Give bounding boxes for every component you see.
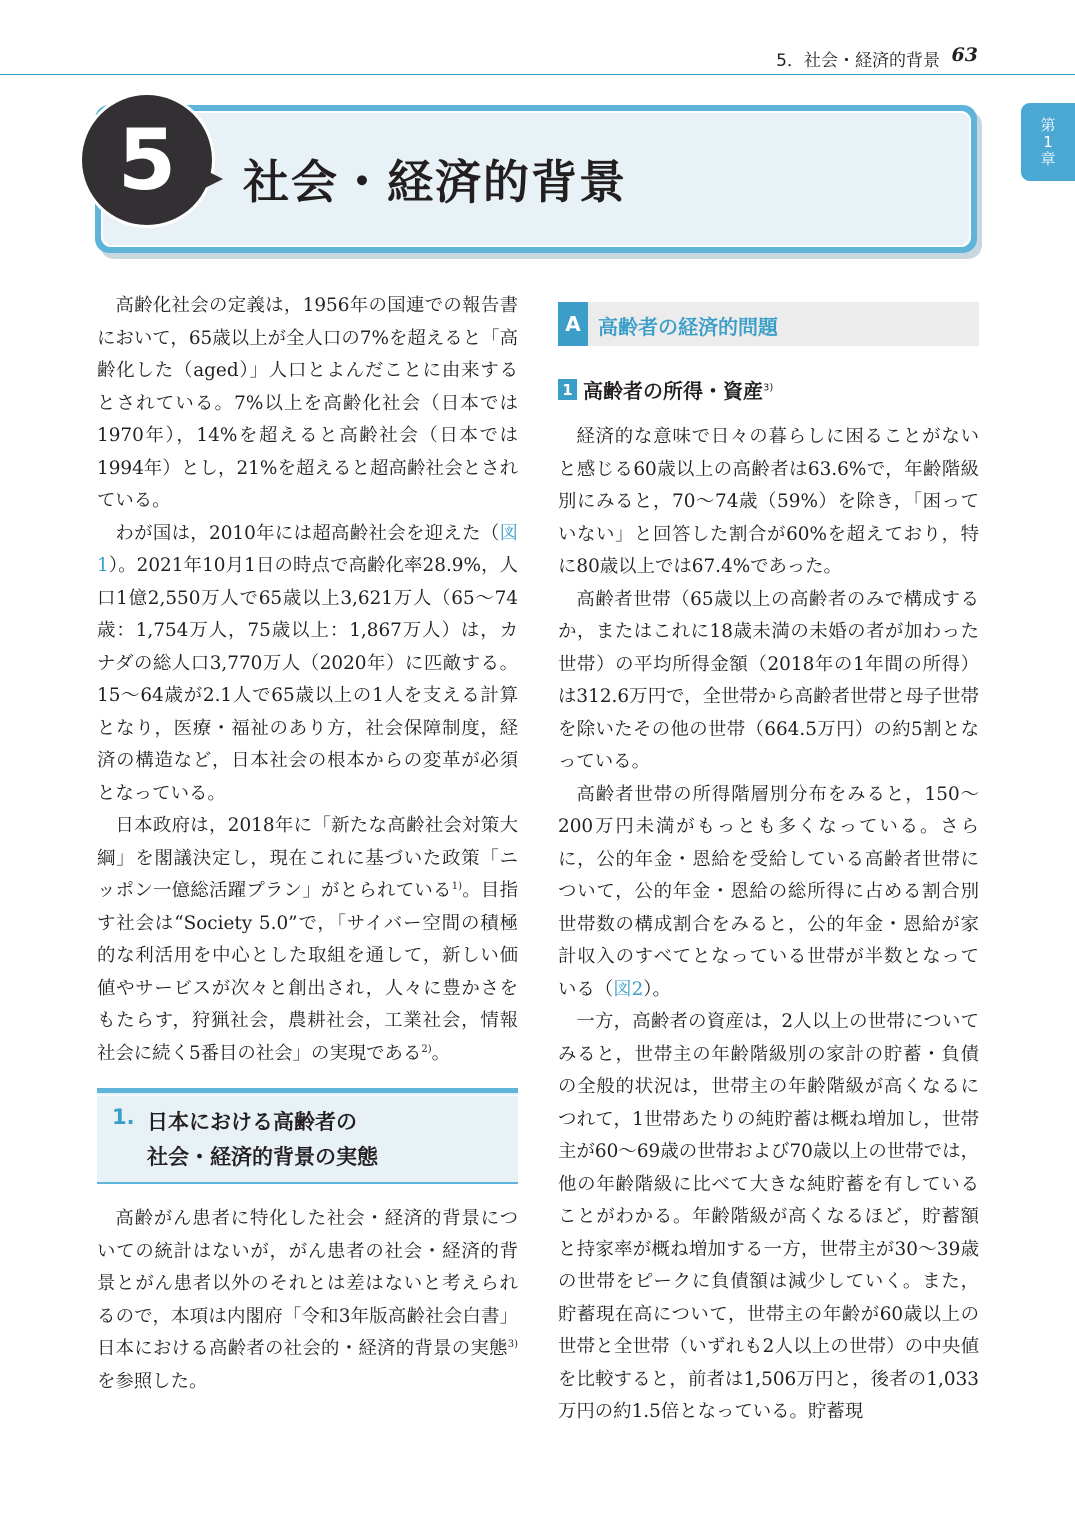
paragraph: 高齢化社会の定義は，1956年の国連での報告書において，65歳以上が全人口の7%を超えると「高齢化した（aged）」人口とよんだことに由来するとされている。7%以上を高齢化社会（日本では1970年），14%を超えると高齢社会（日本では1994年）とし，21%を超えると超高齢社会とされている。 bbox=[97, 295, 518, 511]
subsection-title: 高齢者の経済的問題 bbox=[598, 315, 778, 339]
figure-reference-link[interactable]: 図1 bbox=[97, 522, 518, 576]
subsection-heading-a bbox=[558, 302, 979, 346]
running-header bbox=[0, 0, 1075, 75]
citation: 1) bbox=[451, 880, 462, 892]
paragraph: 高齢者世帯（65歳以上の高齢者のみで構成するか，またはこれに18歳未満の未婚の者が加わった世帯）の平均所得金額（2018年の1年間の所得）は312.6万円で，全世帯から高齢者世帯と母子世帯を除いたその他の世帯（664.5万円）の約5割となっている。 bbox=[558, 588, 979, 772]
chapter-title: 社会・経済的背景 bbox=[243, 155, 627, 209]
chapter-number-badge: 5 bbox=[82, 95, 212, 225]
section-heading-box bbox=[97, 1088, 518, 1184]
figure-reference-link[interactable]: 図2 bbox=[613, 978, 644, 1000]
subsection-letter: A bbox=[558, 302, 588, 346]
citation: 2) bbox=[421, 1043, 432, 1055]
section-number: 1. bbox=[112, 1105, 135, 1129]
paragraph: 経済的な意味で日々の暮らしに困ることがないと感じる60歳以上の高齢者は63.6%で，年齢階級別にみると，70〜74歳（59%）を除き，「困っていない」と回答した割合が60%を超えており，特に80歳以上では67.4%であった。 bbox=[558, 426, 979, 577]
chapter-tab-char: 第 bbox=[1040, 115, 1056, 134]
paragraph: 日本政府は，2018年に「新たな高齢社会対策大綱」を閣議決定し，現在これに基づいた政策「ニッポン一億総活躍プラン」がとられている$^{1)}$。目指す社会は“Society 5.0”で，「サイバー空間の積極的な利活用を中心とした取組を通して，新しい価値やサービスが次々と創出され，人々に豊かさをもたらす，狩猟社会，農耕社会，工業社会，情報社会に続く5番目の社会」の実現である$^{2)}$。 bbox=[97, 815, 518, 1064]
chapter-tab-char: 1 bbox=[1043, 132, 1053, 151]
section-body bbox=[97, 1203, 518, 1398]
subsubsection-number: 1 bbox=[558, 379, 577, 400]
chapter-tab bbox=[1021, 103, 1075, 181]
subsubsection-title: 高齢者の所得・資産$^{3)}$ bbox=[583, 379, 774, 403]
chapter-tab-char: 章 bbox=[1040, 149, 1056, 168]
paragraph: わが国は，2010年には超高齢社会を迎えた（図1）。2021年10月1日の時点で高齢化率28.9%，人口1億2,550万人で65歳以上3,621万人（65〜74歳：1,754万人，75歳以上：1,867万人）は，カナダの総人口3,770万人（2020年）に匹敵する。15〜64歳が2.1人で65歳以上の1人を支える計算となり，医療・福祉のあり方，社会保障制度，経済の構造など，日本社会の根本からの変革が必須となっている。 bbox=[97, 522, 518, 804]
section-title: 日本における高齢者の 社会・経済的背景の実態 bbox=[147, 1110, 378, 1169]
citation: 3) bbox=[507, 1338, 518, 1350]
paragraph: 高齢者世帯の所得階層別分布をみると，150〜200万円未満がもっとも多くなっている。さらに，公的年金・恩給を受給している高齢者世帯について，公的年金・恩給の総所得に占める割合別世帯数の構成割合をみると，公的年金・恩給が家計収入のすべてとなっている世帯が半数となっている（図2）。 bbox=[558, 783, 979, 1000]
right-column bbox=[558, 421, 979, 1429]
running-title: 5．社会・経済的背景 bbox=[776, 51, 940, 71]
left-column bbox=[97, 290, 518, 1070]
page-number: 63 bbox=[951, 44, 978, 66]
chapter-badge-pointer bbox=[205, 170, 223, 188]
paragraph: 高齢がん患者に特化した社会・経済的背景についての統計はないが，がん患者の社会・経済的背景とがん患者以外のそれとは差はないと考えられるので，本項は内閣府「令和3年版高齢社会白書」日本における高齢者の社会的・経済的背景の実態$^{3)}$を参照した。 bbox=[97, 1208, 518, 1392]
paragraph: 一方，高齢者の資産は，2人以上の世帯についてみると，世帯主の年齢階級別の家計の貯蓄・負債の全般的状況は，世帯主の年齢階級が高くなるにつれて，1世帯あたりの純貯蓄は概ね増加し，世帯主が60〜69歳の世帯および70歳以上の世帯では，他の年齢階級に比べて大きな純貯蓄を有していることがわかる。年齢階級が高くなるほど，貯蓄額と持家率が概ね増加する一方，世帯主が30〜39歳の世帯をピークに負債額は減少していく。また，貯蓄現在高について，世帯主の年齢が60歳以上の世帯と全世帯（いずれも2人以上の世帯）の中央値を比較すると，前者は1,506万円と，後者の1,033万円の約1.5倍となっている。貯蓄現 bbox=[558, 1011, 979, 1422]
citation: 3) bbox=[763, 382, 774, 394]
